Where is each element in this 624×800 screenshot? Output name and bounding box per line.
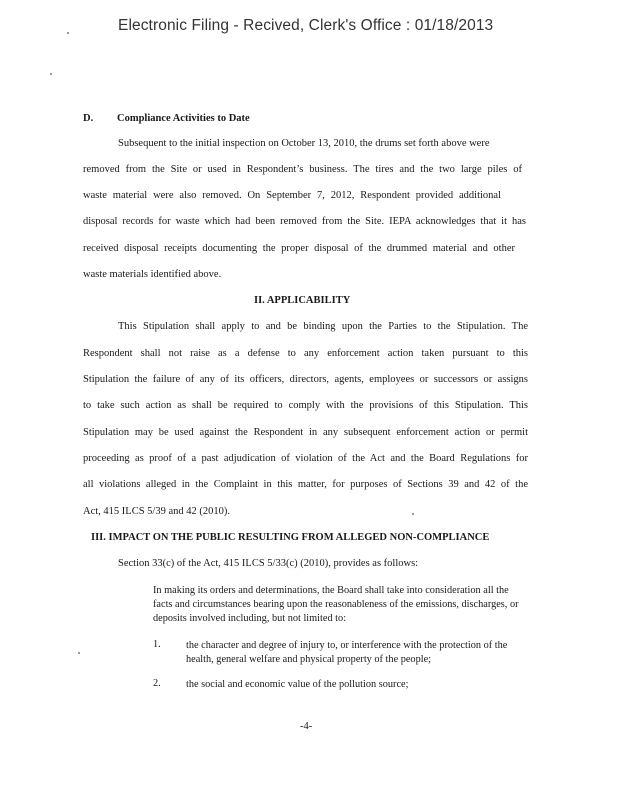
- section-iii-intro: Section 33(c) of the Act, 415 ILCS 5/33(c) (2010), provides as follows:: [118, 558, 419, 569]
- scan-speck: [78, 652, 80, 654]
- section-d-line-1: Subsequent to the initial inspection on October 13, 2010, the drums set forth above were: [118, 138, 490, 149]
- factor-2-number: 2.: [153, 678, 161, 689]
- section-iii-heading: III. IMPACT ON THE PUBLIC RESULTING FROM ALLEGED NON-COMPLIANCE: [91, 532, 490, 543]
- factor-1-text: the character and degree of injury to, or interference with the protection of the health, general welfare and physical property of the people;: [186, 640, 508, 665]
- scan-speck: [412, 513, 414, 515]
- section-ii-line-1: This Stipulation shall apply to and be binding upon the Parties to the Stipulation. The: [118, 321, 528, 332]
- section-d-line-2: removed from the Site or used in Respondent’s business. The tires and the two large piles of: [83, 164, 522, 175]
- section-ii-line-7: all violations alleged in the Complaint in this matter, for purposes of Sections 39 and 42 of the: [83, 479, 528, 490]
- section-ii-heading: II. APPLICABILITY: [254, 295, 351, 306]
- section-d-line-5: received disposal receipts documenting the proper disposal of the drummed material and other: [83, 243, 515, 254]
- section-d-title: Compliance Activities to Date: [117, 113, 250, 124]
- factor-2-text: the social and economic value of the pollution source;: [186, 679, 409, 690]
- section-ii-line-2: Respondent shall not raise as a defense to any enforcement action taken pursuant to this: [83, 348, 528, 359]
- section-ii-line-3: Stipulation the failure of any of its officers, directors, agents, employees or successors or assigns: [83, 374, 528, 385]
- page-number: -4-: [300, 721, 313, 732]
- filing-stamp: Electronic Filing - Recived, Clerk's Office : 01/18/2013: [118, 17, 494, 34]
- scan-speck: [67, 32, 69, 34]
- section-d-heading: [83, 113, 250, 124]
- section-d-line-4: disposal records for waste which had been removed from the Site. IEPA acknowledges that it has: [83, 216, 526, 227]
- section-d-line-3: waste material were also removed. On September 7, 2012, Respondent provided additional: [83, 190, 501, 201]
- statute-quote: In making its orders and determinations, the Board shall take into consideration all the facts and circumstances bearing upon the reasonableness of the emissions, discharges, or deposits involved including, but not limited to:: [153, 585, 519, 624]
- section-ii-line-5: Stipulation may be used against the Respondent in any subsequent enforcement action or permit: [83, 427, 528, 438]
- section-d-letter: D.: [83, 113, 94, 124]
- section-d-line-6: waste materials identified above.: [83, 269, 222, 280]
- section-ii-line-8: Act, 415 ILCS 5/39 and 42 (2010).: [83, 506, 230, 517]
- scan-speck: [50, 73, 52, 75]
- section-ii-line-6: proceeding as proof of a past adjudication of violation of the Act and the Board Regulations for: [83, 453, 528, 464]
- section-ii-line-4: to take such action as shall be required to comply with the provisions of this Stipulation. This: [83, 400, 528, 411]
- factor-1-number: 1.: [153, 639, 161, 650]
